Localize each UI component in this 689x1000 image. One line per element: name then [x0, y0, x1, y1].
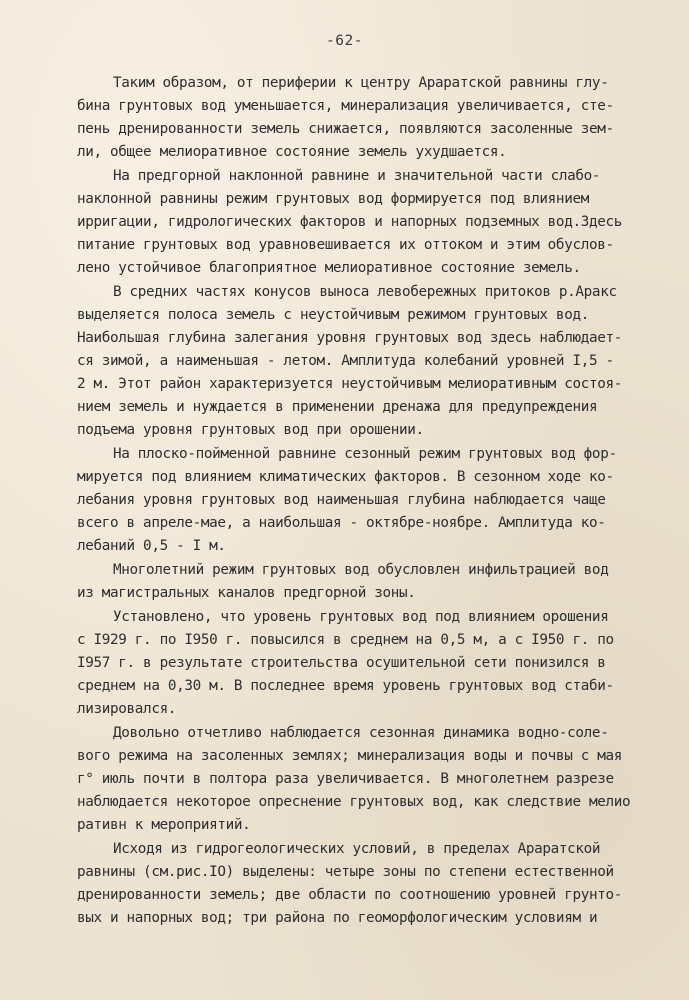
text-line: вых и напорных вод; три района по геоморфологическим условиям и: [77, 910, 598, 926]
text-line: ли, общее мелиоративное состояние земель ухудшается.: [77, 144, 507, 160]
text-line: лебаний 0,5 - I м.: [77, 538, 226, 554]
text-line: Таким образом, от периферии к центру Араратской равнины глу-: [113, 75, 609, 91]
text-line: На плоско-пойменной равнине сезонный режим грунтовых вод фор-: [113, 446, 617, 462]
text-line: Исходя из гидрогеологических условий, в пределах Араратской: [113, 841, 601, 857]
text-line: г° июль почти в полтора раза увеличивается. В многолетнем разрезе: [77, 771, 614, 787]
text-line: Довольно отчетливо наблюдается сезонная динамика водно-соле-: [113, 725, 609, 741]
text-line: равнины (см.рис.IO) выделены: четыре зоны по степени естественной: [77, 864, 614, 880]
text-line: дренированности земель; две области по соотношению уровней грунто-: [77, 887, 622, 903]
text-line: мируется под влиянием климатических факторов. В сезонном ходе ко-: [77, 469, 614, 485]
text-line: I957 г. в результате строительства осушительной сети понизился в: [77, 655, 606, 671]
text-line: пень дренированности земель снижается, появляются засоленные зем-: [77, 121, 614, 137]
text-line: Многолетний режим грунтовых вод обусловлен инфильтрацией вод: [113, 562, 609, 578]
text-line: ся зимой, а наименьшая - летом. Амплитуда колебаний уровней I,5 -: [77, 353, 614, 369]
text-line: На предгорной наклонной равнине и значительной части слабо-: [113, 168, 601, 184]
text-line: подъема уровня грунтовых вод при орошении.: [77, 422, 424, 438]
text-line: бина грунтовых вод уменьшается, минерализация увеличивается, сте-: [77, 98, 614, 114]
text-line: 2 м. Этот район характеризуется неустойчивым мелиоративным состоя-: [77, 376, 622, 392]
text-line: среднем на 0,30 м. В последнее время уровень грунтовых вод стаби-: [77, 678, 614, 694]
text-line: вого режима на засоленных землях; минерализация воды и почвы с мая: [77, 748, 622, 764]
text-line: лебания уровня грунтовых вод наименьшая глубина наблюдается чаще: [77, 492, 606, 508]
text-line: Наибольшая глубина залегания уровня грунтовых вод здесь наблюдает-: [77, 330, 622, 346]
text-line: наклонной равнины режим грунтовых вод формируется под влиянием: [77, 191, 589, 207]
text-line: В средних частях конусов выноса левобережных притоков р.Аракс: [113, 284, 617, 300]
text-line: наблюдается некоторое опреснение грунтовых вод, как следствие мелио: [77, 794, 631, 810]
text-line: Установлено, что уровень грунтовых вод под влиянием орошения: [113, 609, 609, 625]
text-line: из магистральных каналов предгорной зоны.: [77, 585, 416, 601]
page-number: -62-: [326, 33, 363, 49]
text-line: ративн к мероприятий.: [77, 817, 251, 833]
text-line: питание грунтовых вод уравновешивается их оттоком и этим обуслов-: [77, 237, 614, 253]
text-line: лизировался.: [77, 701, 177, 717]
text-line: выделяется полоса земель с неустойчивым режимом грунтовых вод.: [77, 307, 589, 323]
text-line: нием земель и нуждается в применении дренажа для предупреждения: [77, 399, 598, 415]
text-line: ирригации, гидрологических факторов и напорных подземных вод.Здесь: [77, 214, 622, 230]
text-line: лено устойчивое благоприятное мелиоративное состояние земель.: [77, 260, 581, 276]
body-text: [77, 72, 683, 930]
text-line: всего в апреле-мае, а наибольшая - октябре-ноябре. Амплитуда ко-: [77, 515, 606, 531]
text-line: с I929 г. по I950 г. повысился в среднем на 0,5 м, а с I950 г. по: [77, 632, 614, 648]
